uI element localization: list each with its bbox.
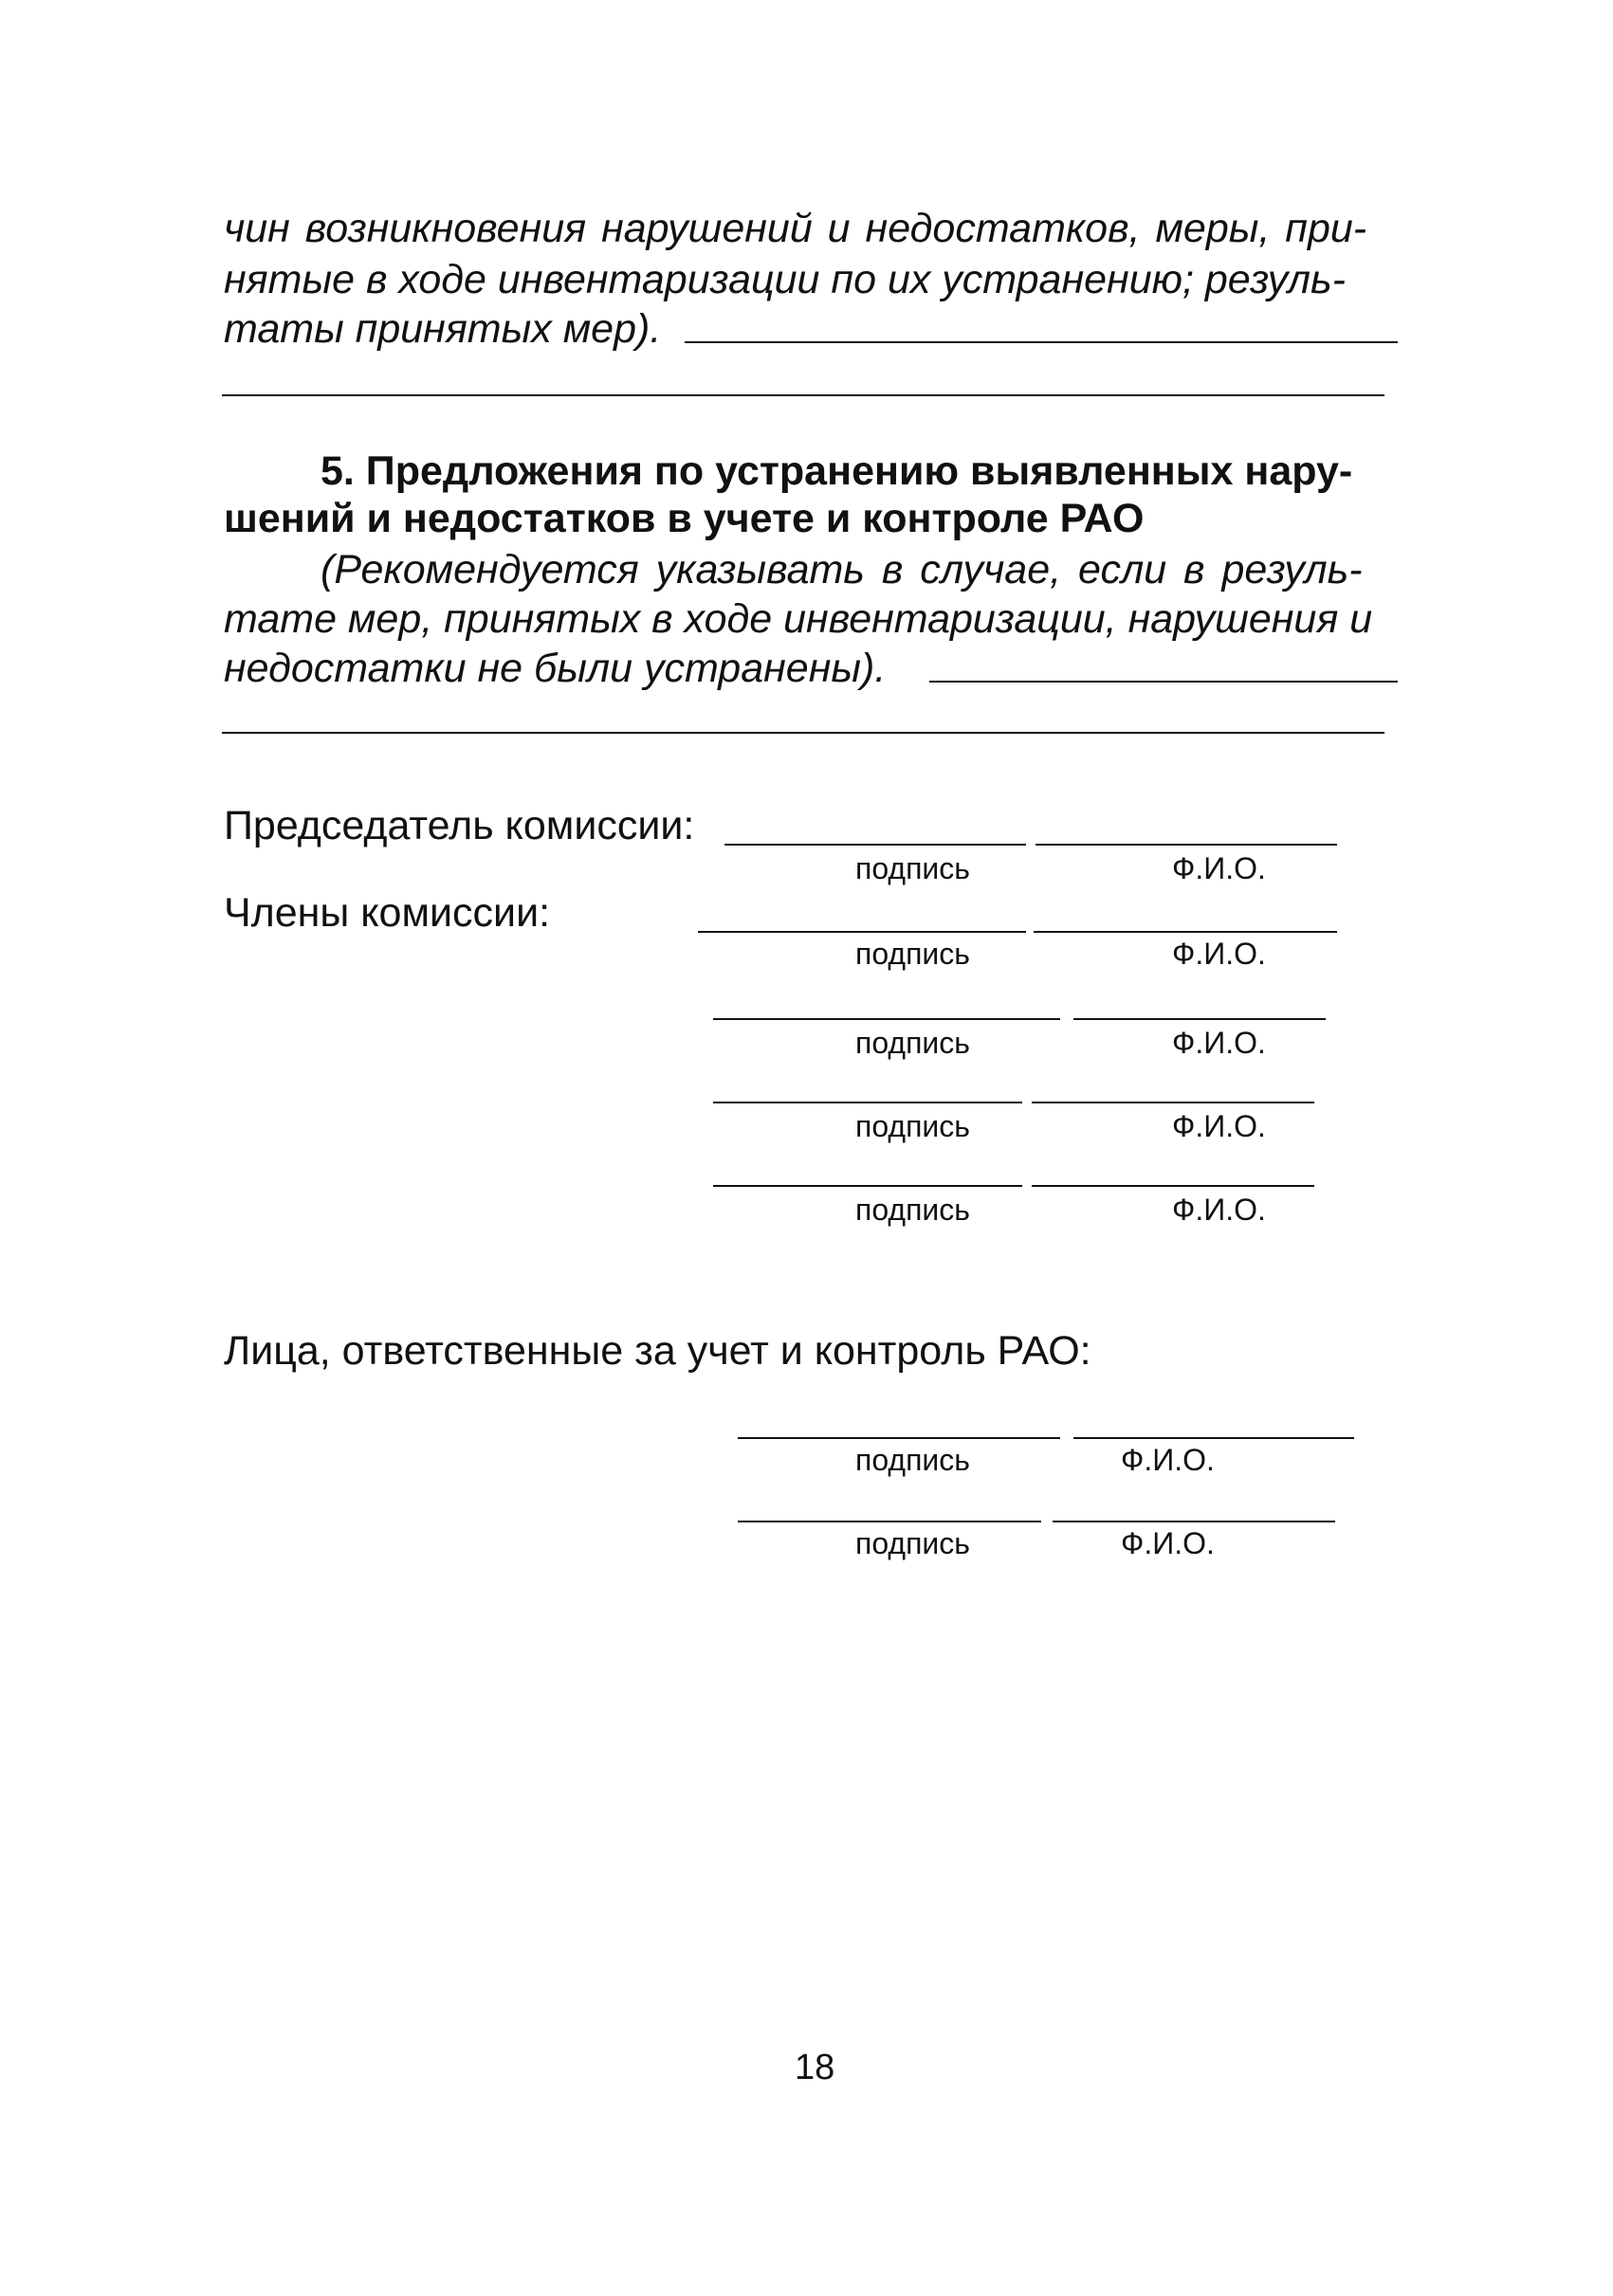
responsible-1-name-line (1073, 1437, 1354, 1439)
page-number: 18 (795, 2048, 835, 2087)
section-5-fill-line (929, 681, 1398, 683)
member-1-signature-line (698, 931, 1026, 933)
section-5-heading-line-1: 5. Предложения по устранению выявленных нару- (321, 448, 1353, 494)
responsible-2-name-caption: Ф.И.О. (1121, 1526, 1215, 1560)
member-3-name-line (1032, 1102, 1314, 1103)
section-5-blank-line (222, 732, 1384, 734)
member-4-name-line (1032, 1185, 1314, 1187)
responsible-1-signature-caption: подпись (855, 1443, 970, 1477)
section-5-note-line-3: недостатки не были устранены). (224, 646, 887, 691)
responsible-2-name-line (1053, 1521, 1335, 1522)
chair-label: Председатель комиссии: (224, 803, 695, 848)
member-3-signature-caption: подпись (855, 1109, 970, 1143)
member-1-name-line (1034, 931, 1337, 933)
section-5-note-line-2: тате мер, принятых в ходе инвентаризации, нарушения и (224, 596, 1373, 642)
chair-signature-line (724, 844, 1026, 846)
chair-name-caption: Ф.И.О. (1172, 851, 1266, 885)
member-3-name-caption: Ф.И.О. (1172, 1109, 1266, 1143)
member-2-name-caption: Ф.И.О. (1172, 1026, 1266, 1060)
intro-blank-line (222, 394, 1384, 396)
member-4-signature-caption: подпись (855, 1193, 970, 1227)
responsible-2-signature-line (738, 1521, 1041, 1522)
responsible-2-signature-caption: подпись (855, 1526, 970, 1560)
intro-fill-line (685, 341, 1398, 343)
member-2-signature-line (713, 1018, 1060, 1020)
members-label: Члены комиссии: (224, 890, 551, 936)
responsible-label: Лица, ответственные за учет и контроль РАО: (224, 1328, 1091, 1374)
member-2-signature-caption: подпись (855, 1026, 970, 1060)
responsible-1-name-caption: Ф.И.О. (1121, 1443, 1215, 1477)
intro-line-1: чин возникновения нарушений и недостатков, меры, при- (224, 206, 1367, 251)
chair-name-line (1036, 844, 1337, 846)
responsible-1-signature-line (738, 1437, 1060, 1439)
intro-line-2: нятые в ходе инвентаризации по их устранению; резуль- (224, 257, 1346, 302)
member-4-signature-line (713, 1185, 1022, 1187)
chair-signature-caption: подпись (855, 851, 970, 885)
member-2-name-line (1073, 1018, 1326, 1020)
member-1-name-caption: Ф.И.О. (1172, 937, 1266, 971)
intro-line-3: таты принятых мер). (224, 306, 662, 352)
member-4-name-caption: Ф.И.О. (1172, 1193, 1266, 1227)
member-3-signature-line (713, 1102, 1022, 1103)
member-1-signature-caption: подпись (855, 937, 970, 971)
section-5-note-line-1: (Рекомендуется указывать в случае, если в резуль- (321, 547, 1363, 592)
section-5-heading-line-2: шений и недостатков в учете и контроле РАО (224, 496, 1145, 541)
